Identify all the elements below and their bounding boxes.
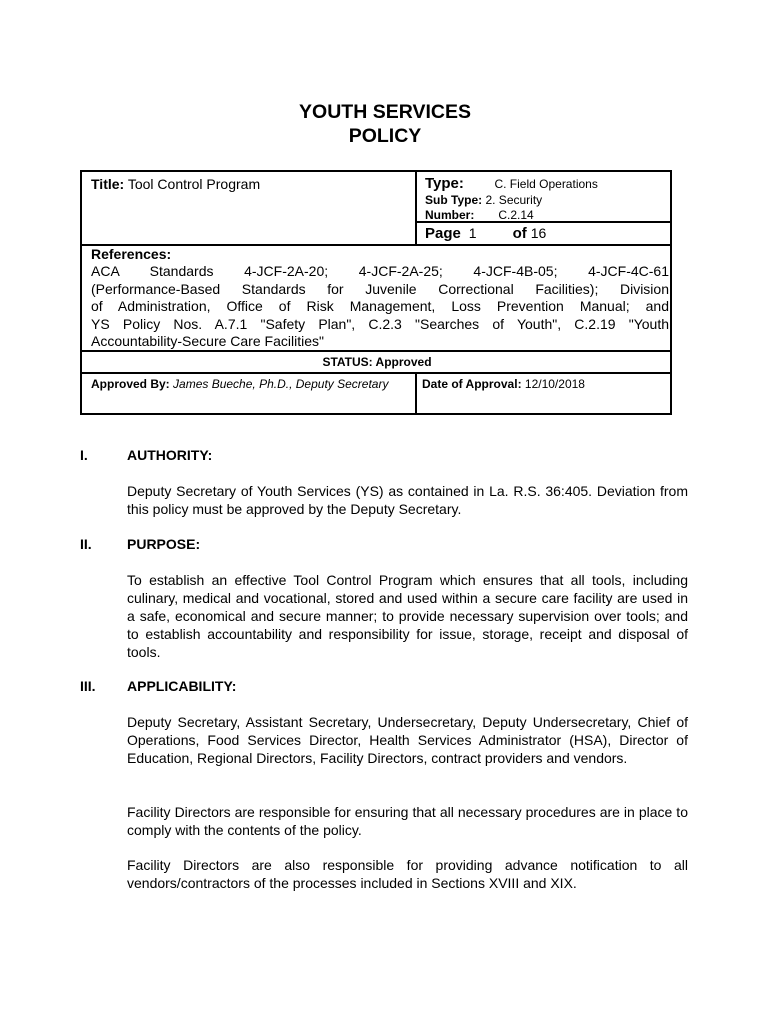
references-line: YS Policy Nos. A.7.1 "Safety Plan", C.2.3 "Searches of Youth", C.2.19 "Youth: [91, 315, 669, 332]
references-line: (Performance-Based Standards for Juvenile Correctional Facilities); Division: [91, 280, 669, 297]
policy-header-table: [80, 170, 672, 415]
approved-by-label: Approved By:: [91, 377, 170, 391]
section-heading-purpose: PURPOSE:: [127, 536, 201, 552]
references-line: of Administration, Office of Risk Management, Loss Prevention Manual; and: [91, 298, 669, 314]
approved-by-cell: [91, 377, 413, 392]
title-value: Tool Control Program: [127, 176, 261, 192]
section-number: I.: [80, 447, 88, 463]
approval-date-cell: [422, 377, 670, 392]
references-cell: [91, 245, 669, 351]
type-cell: [425, 175, 670, 223]
purpose-paragraph: To establish an effective Tool Control Program which ensures that all tools, including culinary, medical and vocational, stored and used within a secure care facility are used in a safe, economical and secure manner; to provide necessary supervision over tools; and to establish accountability and responsibility for issue, storage, receipt and disposal of tools.: [127, 572, 688, 660]
page-label: Page: [425, 225, 461, 242]
title-label: Title:: [91, 176, 125, 192]
subtype-value: 2. Security: [485, 193, 543, 207]
number-label: Number:: [425, 208, 475, 222]
title-cell: [91, 176, 411, 193]
section-heading-authority: AUTHORITY:: [127, 447, 213, 463]
references-label: References:: [91, 246, 172, 262]
authority-paragraph: Deputy Secretary of Youth Services (YS) as contained in La. R.S. 36:405. Deviation from this policy must be approved by the Deputy Secretary.: [127, 483, 688, 517]
references-line: Accountability-Secure Care Facilities": [91, 333, 324, 349]
document-heading-line2: POLICY: [348, 125, 422, 147]
page-cell: [425, 225, 670, 242]
references-line: ACA Standards 4-JCF-2A-20; 4-JCF-2A-25; 4-JCF-4B-05; 4-JCF-4C-61: [91, 263, 669, 279]
type-label: Type:: [425, 175, 464, 192]
approval-date-value: 12/10/2018: [524, 377, 585, 391]
approved-by-value: James Bueche, Ph.D., Deputy Secretary: [173, 377, 389, 391]
references-text: [91, 263, 669, 351]
approval-date-label: Date of Approval:: [422, 377, 522, 391]
page-total: 16: [530, 225, 547, 241]
status-badge: STATUS: Approved: [322, 355, 432, 369]
section-number: II.: [80, 536, 92, 552]
section-number: III.: [80, 678, 96, 694]
type-value: C. Field Operations: [494, 177, 598, 191]
applicability-paragraph: Facility Directors are also responsible for providing advance notification to all vendors/contractors of the processes included in Sections XVIII and XIX.: [127, 857, 688, 891]
subtype-label: Sub Type:: [425, 193, 483, 207]
document-heading-line1: YOUTH SERVICES: [299, 101, 471, 123]
applicability-paragraph: Deputy Secretary, Assistant Secretary, Undersecretary, Deputy Undersecretary, Chief of Operations, Food Services Director, Health Services Administrator (HSA), Director of Education, Regional Directors, Facility Directors, contract providers and vendors.: [127, 714, 688, 766]
applicability-paragraph: Facility Directors are responsible for ensuring that all necessary procedures are in place to comply with the contents of the policy.: [127, 804, 688, 838]
of-label: of: [512, 225, 527, 242]
number-value: C.2.14: [498, 208, 534, 222]
page-number: 1: [468, 225, 477, 241]
section-heading-applicability: APPLICABILITY:: [127, 678, 237, 694]
